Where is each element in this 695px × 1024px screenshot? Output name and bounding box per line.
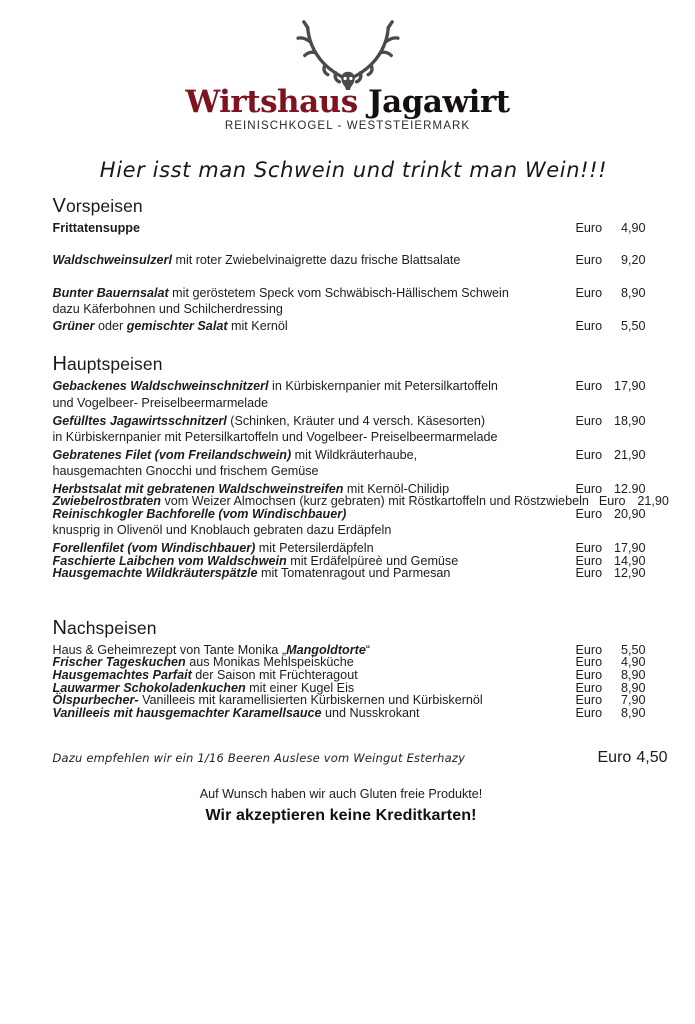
- section-title-rest: auptspeisen: [67, 354, 163, 375]
- menu-item-description: [53, 287, 519, 300]
- currency-label: Euro: [575, 413, 603, 428]
- menu-item-name: Grüner: [52, 318, 95, 333]
- price-amount: 4,90: [620, 655, 646, 670]
- menu-item-price: [576, 254, 668, 267]
- currency-label: Euro: [575, 379, 603, 394]
- menu-item-description: [53, 707, 430, 720]
- deer-antlers-icon: [283, 18, 413, 90]
- menu-item-name: Forellenfilet (vom Windischbauer): [52, 540, 256, 555]
- menu-item-continuation: knusprig in Olivenöl und Knoblauch gebraten dazu Erdäpfeln: [52, 523, 392, 538]
- menu-item-continuation: dazu Käferbohnen und Schilcherdressing: [52, 302, 283, 317]
- price-amount: 17,90: [613, 379, 646, 394]
- price-amount: 4,90: [620, 220, 646, 235]
- menu-item-row: [53, 380, 668, 393]
- menu-item-row: [53, 320, 668, 333]
- currency-label: Euro: [575, 566, 603, 581]
- menu-item-price: [576, 694, 668, 707]
- currency-label: Euro: [575, 540, 603, 555]
- price-amount: 8,90: [620, 680, 646, 695]
- menu-item-description: [53, 222, 150, 235]
- brand-subtitle: REINISCHKOGEL - WESTSTEIERMARK: [224, 119, 471, 132]
- section-title-rest: achspeisen: [67, 617, 157, 638]
- currency-label: Euro: [575, 553, 603, 568]
- section-hauptspeisen: [53, 352, 668, 579]
- brand-name-part1: Wirtshaus: [185, 84, 358, 120]
- price-amount: 5,50: [620, 642, 646, 657]
- wine-recommendation-text: Dazu empfehlen wir ein 1/16 Beeren Auslese vom Weingut Esterhazy: [52, 751, 466, 766]
- no-credit-cards-note: Wir akzeptieren keine Kreditkarten!: [205, 807, 477, 825]
- menu-item-name: Reinischkogler Bachforelle (vom Windischbauer): [52, 506, 347, 521]
- menu-item-price: [599, 495, 691, 508]
- currency-label: Euro: [575, 655, 603, 670]
- menu-item-price: [576, 320, 668, 333]
- currency-label: Euro: [575, 693, 603, 708]
- menu-item-detail: Vanilleeis mit karamellisierten Kürbiskernen und Kürbiskernöl: [138, 693, 483, 708]
- menu-item-name: Hausgemachtes Parfait: [52, 667, 192, 682]
- menu-item-detail: mit Wildkräuterhaube,: [291, 447, 418, 462]
- menu-item-connector: oder: [94, 318, 127, 333]
- price-amount: 12,90: [613, 566, 646, 581]
- restaurant-header: [0, 0, 695, 132]
- menu-item-continuation: und Vogelbeer- Preiselbeermarmelade: [52, 396, 269, 411]
- menu-item-name: Frittatensuppe: [52, 220, 140, 235]
- price-amount: 4,50: [636, 749, 668, 767]
- menu-item-detail: mit einer Kugel Eis: [245, 680, 355, 695]
- menu-item-detail: mit Kernöl: [227, 318, 288, 333]
- price-amount: 18,90: [613, 413, 646, 428]
- menu-item-name: Waldschweinsulzerl: [52, 253, 172, 268]
- currency-label: Euro: [575, 642, 603, 657]
- brand-name-part2: Jagawirt: [367, 84, 510, 120]
- menu-item-row: [53, 222, 668, 235]
- wine-recommendation-row: [53, 749, 668, 767]
- price-amount: 21,90: [637, 494, 669, 509]
- menu-item-detail: mit Petersilerdäpfeln: [255, 540, 374, 555]
- menu-item-price: [576, 508, 668, 521]
- menu-item-price: [576, 542, 668, 555]
- gluten-free-note: Auf Wunsch haben wir auch Gluten freie Produkte!: [199, 787, 483, 802]
- price-amount: 8,90: [620, 667, 646, 682]
- section-vorspeisen: [53, 194, 668, 333]
- menu-item-name: Faschierte Laibchen vom Waldschwein: [52, 553, 287, 568]
- menu-item-detail: mit Kernöl-Chilidip: [343, 481, 450, 496]
- currency-label: Euro: [597, 749, 632, 767]
- menu-item-name: Lauwarmer Schokoladenkuchen: [52, 680, 246, 695]
- menu-item-name: Herbstsalat mit gebratenen Waldschweinstreifen: [52, 481, 344, 496]
- brand-name: [0, 86, 695, 119]
- menu-item-name: Vanilleeis mit hausgemachter Karamellsauce: [52, 705, 322, 720]
- currency-label: Euro: [575, 253, 603, 268]
- menu-item-detail: mit Erdäfelpüreè und Gemüse: [286, 553, 459, 568]
- menu-item-detail: vom Weizer Almochsen (kurz gebraten) mit Röstkartoffeln und Röstzwiebeln: [160, 494, 589, 509]
- menu-item-detail: mit geröstetem Speck vom Schwäbisch-Hällischem Schwein: [168, 285, 509, 300]
- menu-item-name: Mangoldtorte: [286, 642, 366, 657]
- section-title-nachspeisen: Nachspeisen: [52, 616, 157, 639]
- menu-item-description: [53, 380, 508, 393]
- price-amount: 8,90: [620, 705, 646, 720]
- menu-item-description: [53, 567, 461, 580]
- menu-item-name: Frischer Tageskuchen: [52, 655, 186, 670]
- menu-item-detail: (Schinken, Kräuter und 4 versch. Käsesorten): [226, 413, 486, 428]
- price-amount: 9,20: [620, 253, 646, 268]
- price-amount: 8,90: [620, 285, 646, 300]
- currency-label: Euro: [575, 705, 603, 720]
- menu-item-description: [53, 449, 428, 462]
- menu-item-row: [53, 449, 668, 462]
- menu-item-name: Ölspurbecher-: [52, 693, 139, 708]
- menu-item-row: [53, 707, 668, 720]
- section-title-hauptspeisen: Hauptspeisen: [52, 353, 163, 376]
- menu-item-row: [53, 567, 668, 580]
- currency-label: Euro: [575, 220, 603, 235]
- section-title-vorspeisen: Vorspeisen: [52, 194, 143, 217]
- menu-item-price: [576, 415, 668, 428]
- menu-item-description: [53, 254, 471, 267]
- price-amount: 17,90: [613, 540, 646, 555]
- menu-item-detail: mit Tomatenragout und Parmesan: [257, 566, 451, 581]
- menu-item-price: [576, 222, 668, 235]
- wine-recommendation-price: [598, 749, 668, 767]
- menu-item-detail: mit roter Zwiebelvinaigrette dazu frische Blattsalate: [171, 253, 461, 268]
- menu-item-price: [576, 669, 668, 682]
- menu-item-price: [576, 707, 668, 720]
- currency-label: Euro: [575, 667, 603, 682]
- menu-item-continuation: hausgemachten Gnocchi und frischem Gemüse: [52, 464, 319, 479]
- price-amount: 14,90: [613, 553, 646, 568]
- price-amount: 5,50: [620, 318, 646, 333]
- menu-item-name: Zwiebelrostbraten: [52, 494, 161, 509]
- section-nachspeisen: [53, 616, 668, 720]
- currency-label: Euro: [575, 481, 603, 496]
- menu-item-name-alt: gemischter Salat: [126, 318, 228, 333]
- menu-item-price: [576, 380, 668, 393]
- price-amount: 20,90: [613, 506, 646, 521]
- menu-item-name: Hausgemachte Wildkräuterspätzle: [52, 566, 258, 581]
- menu-item-description: [53, 508, 357, 521]
- menu-item-row: [53, 287, 668, 300]
- menu-item-prefix: Haus & Geheimrezept von Tante Monika „: [52, 642, 287, 657]
- menu-item-price: [576, 567, 668, 580]
- menu-item-price: [576, 449, 668, 462]
- menu-item-detail: der Saison mit Früchteragout: [191, 667, 358, 682]
- menu-sheet: [20, 194, 676, 826]
- currency-label: Euro: [575, 447, 603, 462]
- currency-label: Euro: [575, 506, 603, 521]
- currency-label: Euro: [575, 285, 603, 300]
- currency-label: Euro: [575, 680, 603, 695]
- menu-item-name: Gebackenes Waldschweinschnitzerl: [52, 379, 269, 394]
- menu-item-detail: aus Monikas Mehlspeisküche: [185, 655, 354, 670]
- menu-item-description: [53, 415, 496, 428]
- menu-item-row: [53, 508, 668, 521]
- menu-item-description: [53, 320, 298, 333]
- menu-item-row: [53, 415, 668, 428]
- currency-label: Euro: [598, 494, 626, 509]
- menu-item-detail: “: [365, 642, 371, 657]
- menu-item-name: Gebratenes Filet (vom Freilandschwein): [52, 447, 292, 462]
- menu-item-row: [53, 254, 668, 267]
- menu-item-detail: und Nusskrokant: [321, 705, 420, 720]
- price-amount: 7,90: [620, 693, 646, 708]
- currency-label: Euro: [575, 318, 603, 333]
- menu-item-name: Gefülltes Jagawirtsschnitzerl: [52, 413, 227, 428]
- menu-item-detail: in Kürbiskernpanier mit Petersilkartoffeln: [268, 379, 498, 394]
- price-amount: 21,90: [613, 447, 646, 462]
- price-amount: 12.90: [613, 481, 646, 496]
- tagline: Hier isst man Schwein und trinkt man Wein!!!: [99, 157, 608, 182]
- section-title-rest: orspeisen: [65, 195, 143, 216]
- menu-item-name: Bunter Bauernsalat: [52, 285, 169, 300]
- menu-item-price: [576, 287, 668, 300]
- menu-item-continuation: in Kürbiskernpanier mit Petersilkartoffeln und Vogelbeer- Preiselbeermarmelade: [52, 430, 498, 445]
